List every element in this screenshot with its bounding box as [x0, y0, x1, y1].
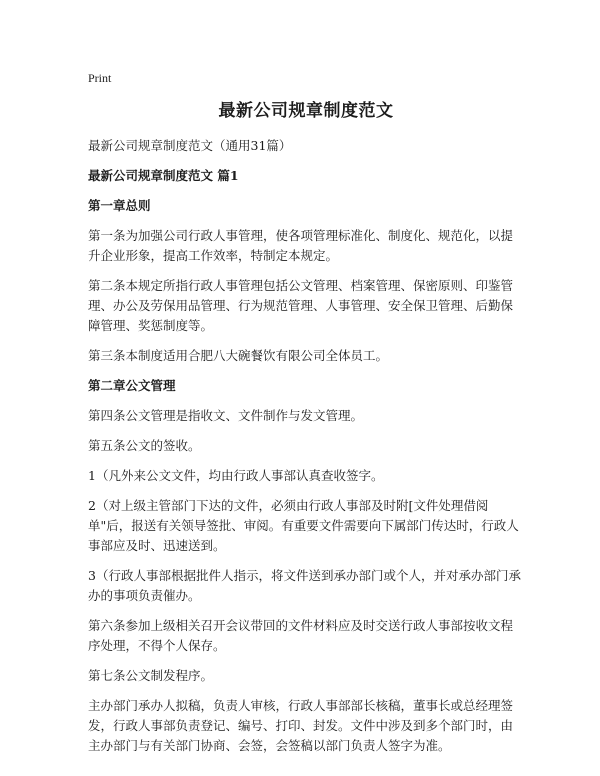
- chapter-heading: 第一章总则: [88, 198, 151, 213]
- chapter-heading: 第二章公文管理: [88, 378, 176, 393]
- paragraph: 主办部门承办人拟稿，负责人审核，行政人事部部长核稿，董事长或总经理签发，行政人事部负责登记、编号、打印、封发。文件中涉及到多个部门时，由主办部门与有关部门协商、会签，会签稿以部门负责人签字为准。: [88, 698, 514, 753]
- print-label: Print: [88, 71, 112, 85]
- paragraph: 第七条公文制发程序。: [88, 668, 214, 683]
- paragraph: 3（行政人事部根据批件人指示，将文件送到承办部门或个人，并对承办部门承办的事项负责催办。: [88, 568, 521, 603]
- paragraph: 第三条本制度适用合肥八大碗餐饮有限公司全体员工。: [88, 348, 389, 363]
- document-body: [88, 196, 524, 756]
- page-title: 最新公司规章制度范文: [218, 101, 394, 121]
- paragraph: 2（对上级主管部门下达的文件，必须由行政人事部及时附[文件处理借阅单"后，报送有关领导签批、审阅。有重要文件需要向下属部门传达时，行政人事部应及时、迅速送到。: [88, 498, 519, 553]
- paragraph: 1（凡外来公文文件，均由行政人事部认真查收签字。: [88, 468, 384, 483]
- paragraph: 第一条为加强公司行政人事管理，使各项管理标准化、制度化、规范化，以提升企业形象，提高工作效率，特制定本规定。: [88, 228, 514, 263]
- paragraph: 第五条公文的签收。: [88, 438, 201, 453]
- section-heading: 最新公司规章制度范文 篇1: [88, 168, 239, 183]
- paragraph: 第四条公文管理是指收文、文件制作与发文管理。: [88, 408, 364, 423]
- document-subtitle: 最新公司规章制度范文（通用31篇）: [88, 138, 292, 153]
- paragraph: 第六条参加上级相关召开会议带回的文件材料应及时交送行政人事部按收文程序处理，不得个人保存。: [88, 618, 514, 653]
- paragraph: 第二条本规定所指行政人事管理包括公文管理、档案管理、保密原则、印鉴管理、办公及劳保用品管理、行为规范管理、人事管理、安全保卫管理、后勤保障管理、奖惩制度等。: [88, 278, 514, 333]
